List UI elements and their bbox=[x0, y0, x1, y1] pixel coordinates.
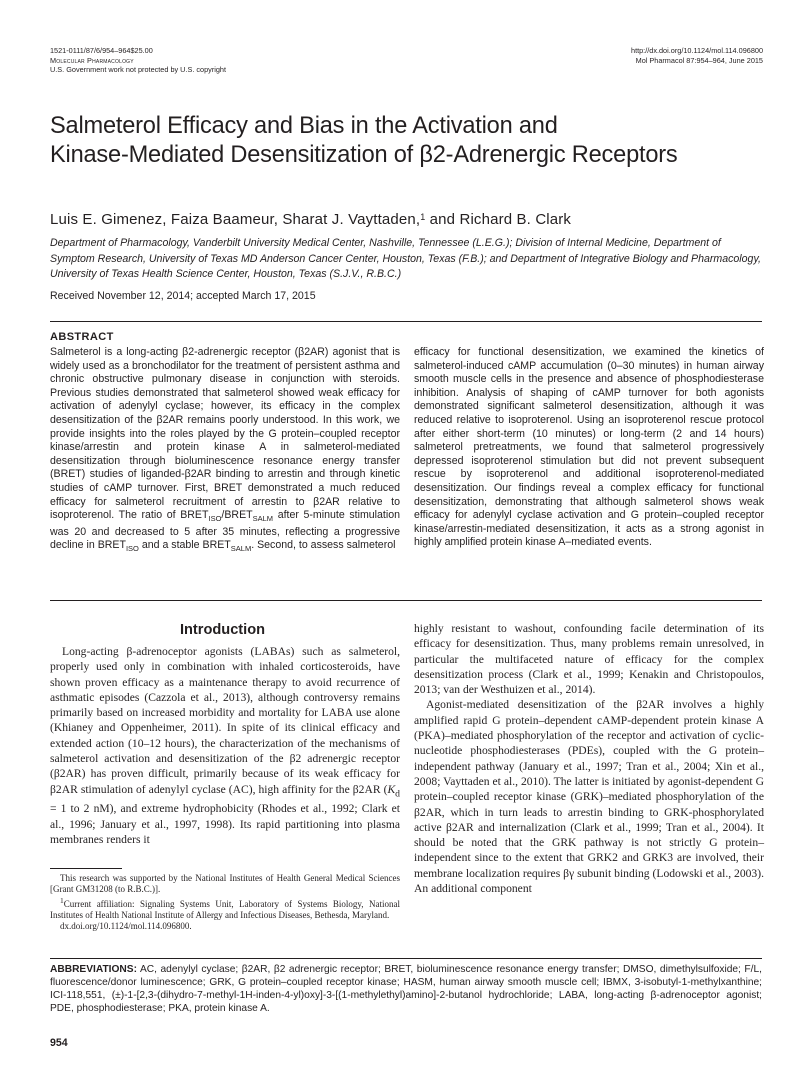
running-header-left bbox=[50, 46, 226, 75]
title-line-2: Kinase-Mediated Desensitization of β2-Adrenergic Receptors bbox=[50, 142, 678, 168]
intro-left-column bbox=[50, 644, 400, 847]
running-header-right bbox=[631, 46, 763, 65]
header-issn-price: 1521-0111/87/6/954–964$25.00 bbox=[50, 46, 153, 55]
intro-paragraph-2: Agonist-mediated desensitization of the β2AR involves a highly amplified rapid G protein–dependent cAMP-dependent protein kinase A (PKA)–mediated phosphorylation of the receptor and activation of cyclic-nucleotide phosphodiesterases (PDEs), coupled with the G protein–independent pathway (January et al., 1997; Tran et al., 2004; Xin et al., 2008; Vayttaden et al., 2010). The latter is initiated by agonist-dependent G protein–coupled receptor kinase (GRK)–mediated phosphorylation of the β2AR, which in turn leads to arrestin binding to GRK-phosphorylated active β2AR and internalization (Clark et al., 1999; Tran et al., 2004). It should be noted that the GRK pathway is not strictly G protein–independent since to the extent that GRK2 and GRK3 are involved, their membrane localization requires βγ subunit binding (Lodowski et al., 2003). An additional component bbox=[414, 698, 764, 896]
header-doi-link[interactable]: http://dx.doi.org/10.1124/mol.114.096800 bbox=[631, 46, 763, 55]
page-number: 954 bbox=[50, 1037, 68, 1049]
header-copyright: U.S. Government work not protected by U.S. copyright bbox=[50, 65, 227, 75]
abstract-top-rule bbox=[50, 321, 762, 322]
author-footnote-mark: 1 bbox=[420, 212, 426, 222]
affiliations: Department of Pharmacology, Vanderbilt University Medical Center, Nashville, Tennessee (L.E.G.); Division of Internal Medicine, Department of Symptom Research, University of Texas MD Anderson Cancer Center, Houston, Texas (F.B.); and Department of Integrative Biology and Pharmacology, University of Texas Health Science Center, Houston, Texas (S.J.V., R.B.C.) bbox=[50, 237, 761, 281]
abbreviations-label: ABBREVIATIONS: bbox=[50, 964, 137, 975]
footnote-rule bbox=[50, 868, 122, 869]
author-names: Luis E. Gimenez, Faiza Baameur, Sharat J. Vayttaden, bbox=[50, 211, 421, 228]
abbreviations-text: AC, adenylyl cyclase; β2AR, β2 adrenergic receptor; BRET, bioluminescence resonance energy transfer; DMSO, dimethylsulfoxide; F/L, fluorescence/donor luminescence; GRK, G protein–coupled receptor kinase; HASM, human airway smooth muscle cell; IBMX, 3-isobutyl-1-methylxanthine; ICI-118,551, (±)-1-[2,3-(dihydro-7-methyl-1H-inden-4-yl)oxy]-3-[(1-methylethyl)amino]-2-butanol hydrochloride; LABA, long-acting β-adrenoceptor agonist; PDE, phosphodiesterase; PKA, protein kinase A. bbox=[50, 964, 762, 1014]
intro-right-column bbox=[414, 621, 764, 896]
abstract-left-column: Salmeterol is a long-acting β2-adrenergic receptor (β2AR) agonist that is widely used as a bronchodilator for the treatment of persistent asthma and chronic obstructive pulmonary disease in conjunction with steroids. Previous studies demonstrated that salmeterol showed weak efficacy for activation of adenylyl cyclase; however, its efficacy in the complex desensitization of the β2AR remains poorly understood. In this work, we provide insights into the roles played by the G protein–coupled receptor kinase/arrestin and protein kinase A in salmeterol-mediated desensitization through bioluminescence resonance energy transfer (BRET) studies of liganded-β2AR binding to arrestin and through kinetic studies of cAMP turnover. First, BRET demonstrated a much reduced efficacy for salmeterol recruitment of arrestin to β2AR relative to isoproterenol. The ratio of $BRET_{ISO}/BRET_{SALM}$ after 5-minute stimulation was 20 and decreased to 5 after 35 minutes, reflecting a progressive decline in $BRET_{ISO}$ and a stable $BRET_{SALM}$. Second, to assess salmeterol bbox=[50, 346, 400, 554]
article-title bbox=[50, 112, 770, 170]
author-list bbox=[50, 210, 762, 230]
abstract-right-column: efficacy for functional desensitization, we examined the kinetics of salmeterol-induced cAMP accumulation (0–30 minutes) in human airway smooth muscle cells in the presence and absence of phosphodiesterase inhibition. Analysis of shaping of cAMP turnover for both agonists demonstrated significant salmeterol desensitization, although it was reduced relative to isoproterenol. Using an isoproterenol rescue protocol after either short-term (10 minutes) or long-term (2 and 14 hours) salmeterol pretreatments, we found that salmeterol progressively depressed isoproterenol stimulation but did not prevent subsequent rescue by isoproterenol and additional isoproterenol-mediated desensitization. Our findings reveal a complex efficacy for functional desensitization, demonstrating that although salmeterol shows weak efficacy for adenylyl cyclase activation and G protein–coupled receptor kinase/arrestin-mediated desensitization, it acts as a strong agonist in highly amplified protein kinase A–mediated events. bbox=[414, 346, 764, 549]
author-last: and Richard B. Clark bbox=[425, 211, 572, 228]
header-citation: Mol Pharmacol 87:954–964, June 2015 bbox=[635, 55, 763, 65]
footnotes bbox=[50, 873, 400, 932]
header-journal-name: Molecular Pharmacology bbox=[50, 55, 134, 65]
abbreviations-rule bbox=[50, 958, 762, 959]
abstract-bottom-rule bbox=[50, 600, 762, 601]
introduction-heading: Introduction bbox=[179, 622, 266, 638]
abstract-left-text: Salmeterol is a long-acting β2-adrenergic receptor (β2AR) agonist that is widely used as a bronchodilator for the treatment of persistent asthma and chronic obstructive pulmonary disease in conjunction with steroids. Previous studies demonstrated that salmeterol showed weak efficacy for activation of adenylyl cyclase; however, its efficacy in the complex desensitization of the β2AR remains poorly understood. In this work, we provide insights into the roles played by the G protein–coupled receptor kinase/arrestin and protein kinase A in salmeterol-mediated desensitization through bioluminescence resonance energy transfer (BRET) studies of liganded-β2AR binding to arrestin and through kinetic studies of cAMP turnover. First, BRET demonstrated a much reduced efficacy for salmeterol recruitment of arrestin to β2AR relative to isoproterenol. The ratio of bbox=[50, 346, 400, 522]
intro-paragraph-1: Long-acting β-adrenoceptor agonists (LABAs) such as salmeterol, properly used only in combination with inhaled corticosteroids, have shown proven efficacy as a maintenance therapy to avoid recurrence of asthmatic episodes (Cazzola et al., 2013), although controversy remains primarily based on increased morbidity and mortality for LABA use alone (Khianey and Oppenheimer, 2011). In spite of its clinical efficacy and extended action (10–12 hours), the characterization of the mechanisms of salmeterol activation and desensitization of the β2 adrenergic receptor (β2AR) has proven difficult, primarily because of its weak efficacy for β2AR stimulation of adenylyl cyclase (AC), high affinity for the β2AR ($K_d = 1$ to 2 nM), and extreme hydrophobicity (Rhodes et al., 1992; Clark et al., 1996; January et al., 1997, 1998). Its rapid partitioning into plasma membranes renders it bbox=[50, 645, 400, 846]
received-dates: Received November 12, 2014; accepted March 17, 2015 bbox=[50, 290, 316, 302]
footnote-funding: This research was supported by the National Institutes of Health General Medical Sciences [Grant GM31208 (to R.B.C.)]. bbox=[50, 873, 400, 894]
footnote-doi[interactable]: dx.doi.org/10.1124/mol.114.096800. bbox=[60, 921, 192, 931]
footnote-affiliation: $^1$Current affiliation: Signaling Systems Unit, Laboratory of Systems Biology, National Institutes of Health National Institute of Allergy and Infectious Diseases, Bethesda, Maryland. bbox=[50, 896, 400, 920]
title-line-1: Salmeterol Efficacy and Bias in the Activation and bbox=[50, 113, 558, 139]
intro-paragraph-continued: highly resistant to washout, confounding facile determination of its efficacy for desensitization. Thus, many problems remain unresolved, in particular the multifaceted nature of efficacy for the complex desensitization process (Clark et al., 1999; Kenakin and Christopoulos, 2013; van der Westhuizen et al., 2014). bbox=[414, 622, 764, 697]
abbreviations bbox=[50, 964, 762, 1016]
abstract-heading: ABSTRACT bbox=[50, 331, 114, 343]
